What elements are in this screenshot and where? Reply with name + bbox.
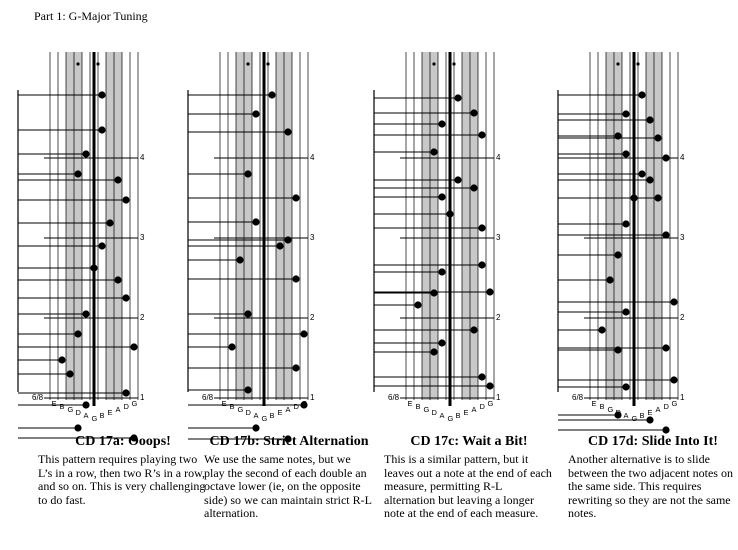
note-dot bbox=[98, 126, 105, 133]
tine-label: D bbox=[123, 402, 129, 411]
tine-label: D bbox=[293, 402, 299, 411]
note-dot bbox=[82, 150, 89, 157]
note-dot bbox=[438, 268, 445, 275]
note-dot bbox=[90, 264, 97, 271]
note-dot bbox=[638, 91, 645, 98]
marker-dot bbox=[266, 62, 269, 65]
tine-label: D bbox=[245, 408, 251, 417]
note-dot bbox=[646, 116, 653, 123]
tine-label: B bbox=[269, 411, 275, 420]
tine-shade bbox=[236, 52, 244, 400]
tine-label: E bbox=[591, 399, 597, 408]
note-dot bbox=[430, 148, 437, 155]
tine-shade bbox=[276, 52, 284, 400]
part-title: Part 1: G-Major Tuning bbox=[34, 9, 148, 23]
measure-number: 4 bbox=[496, 153, 501, 162]
measure-number: 1 bbox=[140, 393, 145, 402]
note-dot bbox=[292, 194, 299, 201]
note-dot bbox=[470, 109, 477, 116]
tine-label: E bbox=[647, 408, 653, 417]
note-dot bbox=[662, 426, 669, 433]
tine-shade bbox=[470, 52, 478, 400]
tine-label: G bbox=[671, 399, 678, 408]
tine-shade bbox=[244, 52, 252, 400]
note-dot bbox=[122, 389, 129, 396]
note-dot bbox=[454, 94, 461, 101]
tine-shade bbox=[422, 52, 430, 400]
note-dot bbox=[662, 154, 669, 161]
note-dot bbox=[98, 242, 105, 249]
note-dot bbox=[114, 176, 121, 183]
note-dot bbox=[106, 219, 113, 226]
note-dot bbox=[122, 294, 129, 301]
tine-label: G bbox=[261, 414, 268, 423]
note-dot bbox=[74, 330, 81, 337]
note-dot bbox=[236, 256, 243, 263]
note-dot bbox=[268, 91, 275, 98]
tine-label: B bbox=[229, 402, 235, 411]
note-dot bbox=[414, 301, 421, 308]
note-dot bbox=[478, 224, 485, 231]
note-dot bbox=[622, 110, 629, 117]
marker-dot bbox=[616, 62, 619, 65]
note-dot bbox=[614, 346, 621, 353]
time-signature: 6/8 bbox=[388, 393, 400, 402]
marker-dot bbox=[96, 62, 99, 65]
tablature-17b bbox=[184, 50, 354, 422]
note-dot bbox=[276, 242, 283, 249]
tine-label: D bbox=[479, 402, 485, 411]
note-dot bbox=[606, 276, 613, 283]
tine-label: B bbox=[639, 411, 645, 420]
note-dot bbox=[614, 251, 621, 258]
tab-description: This pattern requires playing two L’s in a row, then two R’s in a row, and so on. This is very challenging to do fast. bbox=[38, 452, 206, 507]
tab-caption bbox=[38, 434, 208, 507]
time-signature: 6/8 bbox=[202, 393, 214, 402]
note-dot bbox=[252, 218, 259, 225]
tine-label: A bbox=[623, 411, 629, 420]
tab-title: CD 17c: Wait a Bit! bbox=[410, 434, 528, 449]
note-dot bbox=[446, 210, 453, 217]
note-dot bbox=[284, 236, 291, 243]
tine-label: G bbox=[607, 405, 614, 414]
tab-description: Another alternative is to slide between the two adjacent notes on the same side. This requires rewriting so they are not the same notes. bbox=[568, 452, 733, 520]
measure-number: 4 bbox=[310, 153, 315, 162]
note-dot bbox=[66, 370, 73, 377]
note-dot bbox=[638, 170, 645, 177]
tine-label: G bbox=[91, 414, 98, 423]
tine-label: B bbox=[599, 402, 605, 411]
tine-label: B bbox=[99, 411, 105, 420]
tine-label: G bbox=[67, 405, 74, 414]
tab-description: This is a similar pattern, but it leaves out a note at the end of each measure, permitting R-L alternation but leaving a longer note at the end of each measure. bbox=[384, 452, 552, 520]
measure-number: 2 bbox=[140, 313, 145, 322]
tablature-diagram bbox=[14, 50, 184, 422]
note-dot bbox=[284, 128, 291, 135]
marker-dot bbox=[432, 62, 435, 65]
measure-number: 2 bbox=[496, 313, 501, 322]
tab-title: CD 17d: Slide Into It! bbox=[588, 434, 718, 449]
note-dot bbox=[98, 91, 105, 98]
note-dot bbox=[438, 339, 445, 346]
tine-label: E bbox=[51, 399, 57, 408]
tine-label: A bbox=[439, 411, 445, 420]
note-dot bbox=[114, 276, 121, 283]
measure-number: 1 bbox=[680, 393, 685, 402]
tine-label: A bbox=[655, 405, 661, 414]
tine-label: E bbox=[107, 408, 113, 417]
tine-label: E bbox=[221, 399, 227, 408]
tab-description: We use the same notes, but we play the second of each double an octave lower (ie, on the opposite side) so we can maintain strict R-L alternation. bbox=[204, 452, 372, 520]
tine-label: A bbox=[253, 411, 259, 420]
measure-number: 3 bbox=[680, 233, 685, 242]
note-dot bbox=[598, 326, 605, 333]
tine-label: G bbox=[487, 399, 494, 408]
note-dot bbox=[478, 131, 485, 138]
note-dot bbox=[670, 376, 677, 383]
tablature-diagram bbox=[370, 50, 540, 422]
marker-dot bbox=[246, 62, 249, 65]
note-dot bbox=[252, 424, 259, 431]
tine-label: G bbox=[631, 414, 638, 423]
tab-caption bbox=[204, 434, 374, 521]
note-dot bbox=[670, 298, 677, 305]
note-dot bbox=[74, 424, 81, 431]
tine-shade bbox=[284, 52, 292, 400]
tine-label: G bbox=[423, 405, 430, 414]
note-dot bbox=[252, 110, 259, 117]
measure-number: 1 bbox=[310, 393, 315, 402]
marker-dot bbox=[452, 62, 455, 65]
measure-number: 3 bbox=[496, 233, 501, 242]
tine-label: D bbox=[75, 408, 81, 417]
center-bar bbox=[93, 52, 96, 406]
center-bar bbox=[633, 52, 636, 406]
tablature-17d bbox=[554, 50, 724, 422]
measure-number: 4 bbox=[680, 153, 685, 162]
note-dot bbox=[622, 220, 629, 227]
tine-label: A bbox=[83, 411, 89, 420]
marker-dot bbox=[636, 62, 639, 65]
measure-number: 4 bbox=[140, 153, 145, 162]
note-dot bbox=[430, 289, 437, 296]
tine-label: G bbox=[237, 405, 244, 414]
tine-label: B bbox=[415, 402, 421, 411]
tine-label: D bbox=[431, 408, 437, 417]
note-dot bbox=[292, 364, 299, 371]
measure-number: 3 bbox=[310, 233, 315, 242]
note-dot bbox=[622, 150, 629, 157]
note-dot bbox=[244, 170, 251, 177]
tine-label: D bbox=[615, 408, 621, 417]
note-dot bbox=[614, 132, 621, 139]
tine-label: E bbox=[277, 408, 283, 417]
tine-shade bbox=[74, 52, 82, 400]
tine-label: E bbox=[463, 408, 469, 417]
note-dot bbox=[654, 134, 661, 141]
note-dot bbox=[228, 343, 235, 350]
tine-shade bbox=[462, 52, 470, 400]
note-dot bbox=[662, 231, 669, 238]
tine-label: A bbox=[115, 405, 121, 414]
tine-label: B bbox=[455, 411, 461, 420]
note-dot bbox=[478, 261, 485, 268]
tine-label: D bbox=[663, 402, 669, 411]
tine-shade bbox=[114, 52, 122, 400]
tine-label: G bbox=[131, 399, 138, 408]
time-signature: 6/8 bbox=[32, 393, 44, 402]
note-dot bbox=[244, 310, 251, 317]
note-dot bbox=[438, 120, 445, 127]
note-dot bbox=[470, 184, 477, 191]
note-dot bbox=[244, 386, 251, 393]
note-dot bbox=[82, 401, 89, 408]
note-dot bbox=[74, 170, 81, 177]
note-dot bbox=[654, 194, 661, 201]
note-dot bbox=[430, 348, 437, 355]
tine-shade bbox=[430, 52, 438, 400]
tab-caption bbox=[384, 434, 554, 521]
marker-dot bbox=[76, 62, 79, 65]
note-dot bbox=[622, 383, 629, 390]
note-dot bbox=[300, 330, 307, 337]
note-dot bbox=[82, 310, 89, 317]
tine-shade bbox=[66, 52, 74, 400]
tablature-17a bbox=[14, 50, 184, 422]
time-signature: 6/8 bbox=[572, 393, 584, 402]
tine-label: A bbox=[285, 405, 291, 414]
measure-number: 1 bbox=[496, 393, 501, 402]
tine-label: A bbox=[471, 405, 477, 414]
tine-label: G bbox=[301, 399, 308, 408]
tablature-17c bbox=[370, 50, 540, 422]
tine-label: E bbox=[407, 399, 413, 408]
tab-title: CD 17b: Strict Alternation bbox=[209, 434, 369, 449]
measure-number: 2 bbox=[680, 313, 685, 322]
note-dot bbox=[646, 416, 653, 423]
tablature-diagram bbox=[184, 50, 354, 422]
tine-label: B bbox=[59, 402, 65, 411]
note-dot bbox=[454, 176, 461, 183]
note-dot bbox=[122, 196, 129, 203]
measure-number: 3 bbox=[140, 233, 145, 242]
center-bar bbox=[263, 52, 266, 406]
tab-caption bbox=[568, 434, 738, 521]
center-bar bbox=[449, 52, 452, 406]
note-dot bbox=[292, 275, 299, 282]
note-dot bbox=[58, 356, 65, 363]
tab-title: CD 17a: Ooops! bbox=[75, 434, 171, 449]
measure-number: 2 bbox=[310, 313, 315, 322]
note-dot bbox=[438, 193, 445, 200]
note-dot bbox=[646, 176, 653, 183]
note-dot bbox=[478, 373, 485, 380]
note-dot bbox=[662, 344, 669, 351]
tablature-diagram bbox=[554, 50, 724, 422]
note-dot bbox=[622, 308, 629, 315]
note-dot bbox=[130, 343, 137, 350]
note-dot bbox=[470, 326, 477, 333]
tine-label: G bbox=[447, 414, 454, 423]
note-dot bbox=[486, 288, 493, 295]
note-dot bbox=[486, 382, 493, 389]
